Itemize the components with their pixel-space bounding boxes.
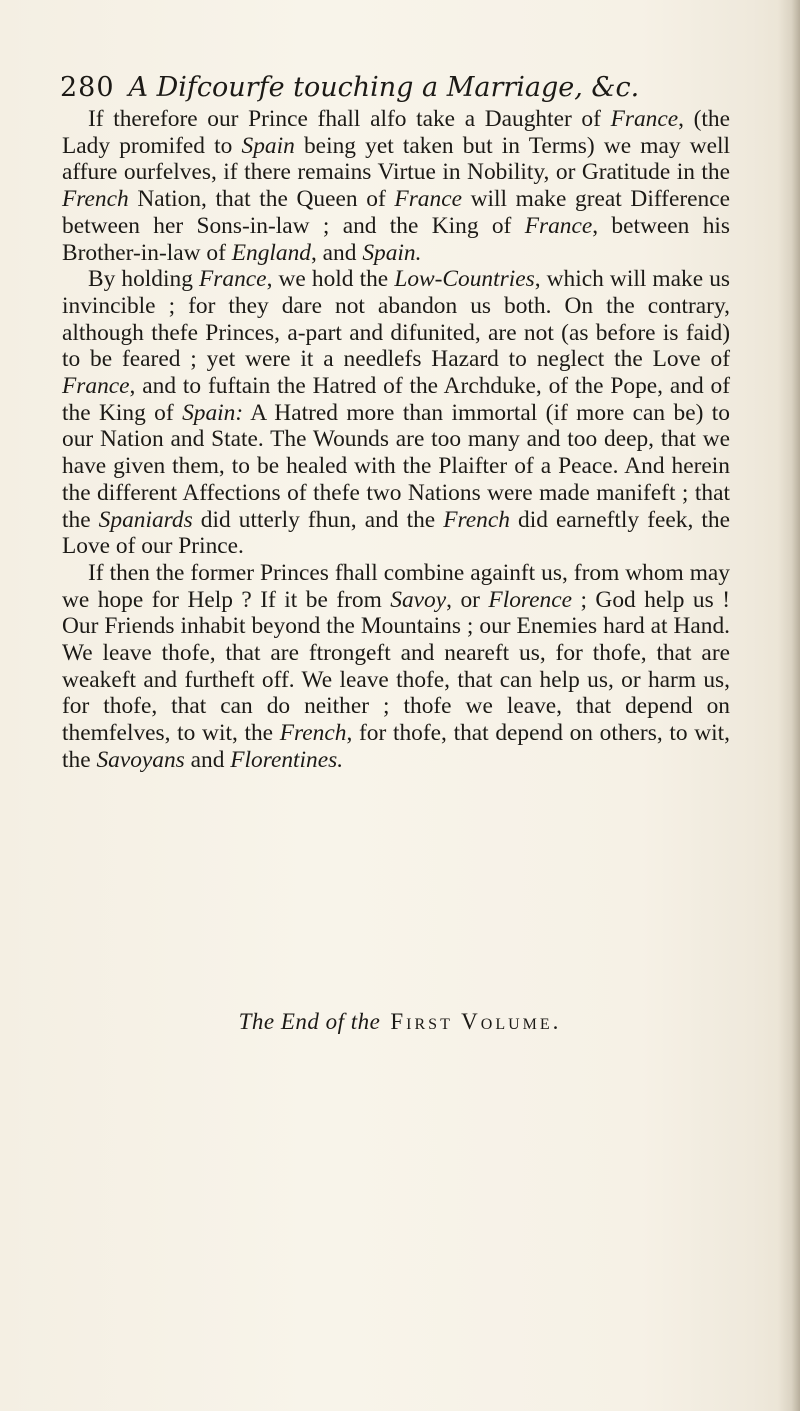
italic-run: Savoy bbox=[390, 586, 447, 613]
italic-run: Spaniards bbox=[98, 506, 193, 533]
text-run: did earneftly feek, the Love of our Prince. bbox=[62, 506, 730, 560]
text-run: , or bbox=[446, 586, 489, 613]
paragraph bbox=[62, 266, 730, 560]
text-run: did utterly fhun, and the bbox=[192, 506, 444, 533]
italic-run: French bbox=[279, 720, 347, 747]
paragraph bbox=[62, 560, 730, 774]
text-run: Nation, that the Queen of bbox=[128, 186, 395, 213]
text-run: By holding bbox=[88, 266, 200, 293]
text-run: ; God help us ! Our Friends inhabit beyond the Mountains ; our Enemies hard at Hand. We leave thofe, that are ftrongeft and neareft us, for thofe, that are weakeft and furtheft off. We leave thofe, that can help us, or harm us, for thofe, that can do neither ; thofe we leave, that depend on themfelves, to wit, the bbox=[62, 586, 730, 747]
italic-run: France bbox=[524, 212, 593, 239]
body-text bbox=[62, 106, 730, 774]
text-run: If therefore our Prince fhall alfo take a Daughter of bbox=[88, 106, 611, 132]
italic-run: England bbox=[231, 239, 311, 266]
italic-run: France bbox=[62, 373, 130, 400]
italic-run: Spain bbox=[241, 132, 295, 159]
italic-run: Spain: bbox=[182, 399, 244, 426]
italic-run: Savoyans bbox=[96, 746, 185, 773]
italic-run: Low-Countries bbox=[394, 266, 535, 293]
text-run: If then the former Princes fhall combine againft us, from whom may we hope for Help ? If it be from bbox=[62, 559, 730, 613]
italic-run: Spain. bbox=[362, 239, 422, 266]
italic-run: Florence bbox=[488, 586, 572, 613]
text-run: , and to fuftain the Hatred of the Archduke, of the Pope, and of the King of bbox=[62, 373, 730, 426]
italic-run: French bbox=[443, 506, 510, 533]
text-run: , for thofe, that depend on others, to wit, the bbox=[62, 720, 730, 773]
italic-run: Florentines. bbox=[230, 746, 344, 773]
colophon-caps: First Volume. bbox=[390, 1009, 562, 1034]
colophon-italic: The End of the bbox=[238, 1009, 381, 1034]
running-title: A Difcourfe touching a Marriage, &c. bbox=[128, 72, 640, 103]
text-run: will make great Difference between her Sons-in-law ; and the King of bbox=[62, 186, 730, 239]
text-run: , and bbox=[310, 239, 363, 266]
running-head bbox=[60, 68, 720, 108]
page-binding-shadow bbox=[778, 0, 800, 1411]
text-run: and bbox=[184, 746, 231, 773]
text-run: , between his Brother-in-law of bbox=[62, 212, 730, 266]
italic-run: France bbox=[610, 106, 679, 132]
text-run: , we hold the bbox=[266, 266, 395, 293]
colophon bbox=[0, 1007, 800, 1037]
italic-run: France bbox=[394, 186, 462, 213]
text-run: being yet taken but in Terms) we may well affure ourfelves, if there remains Virtue in Nobility, or Gratitude in the bbox=[62, 132, 730, 186]
italic-run: French bbox=[62, 186, 129, 213]
text-run: A Hatred more than immortal (if more can be) to our Nation and State. The Wounds are too many and too deep, that we have given them, to be healed with the Plaifter of a Peace. And herein the different Affections of thefe two Nations were made manifeft ; that the bbox=[62, 399, 730, 533]
text-run: , (the Lady promifed to bbox=[62, 106, 730, 159]
italic-run: France bbox=[199, 266, 267, 293]
paragraph bbox=[62, 106, 730, 266]
page-number: 280 bbox=[60, 72, 115, 103]
text-run: , which will make us invincible ; for they dare not abandon us both. On the contrary, although thefe Princes, a-part and difunited, are not (as before is faid) to be feared ; yet were it a needlefs Hazard to neglect the Love of bbox=[62, 266, 730, 373]
